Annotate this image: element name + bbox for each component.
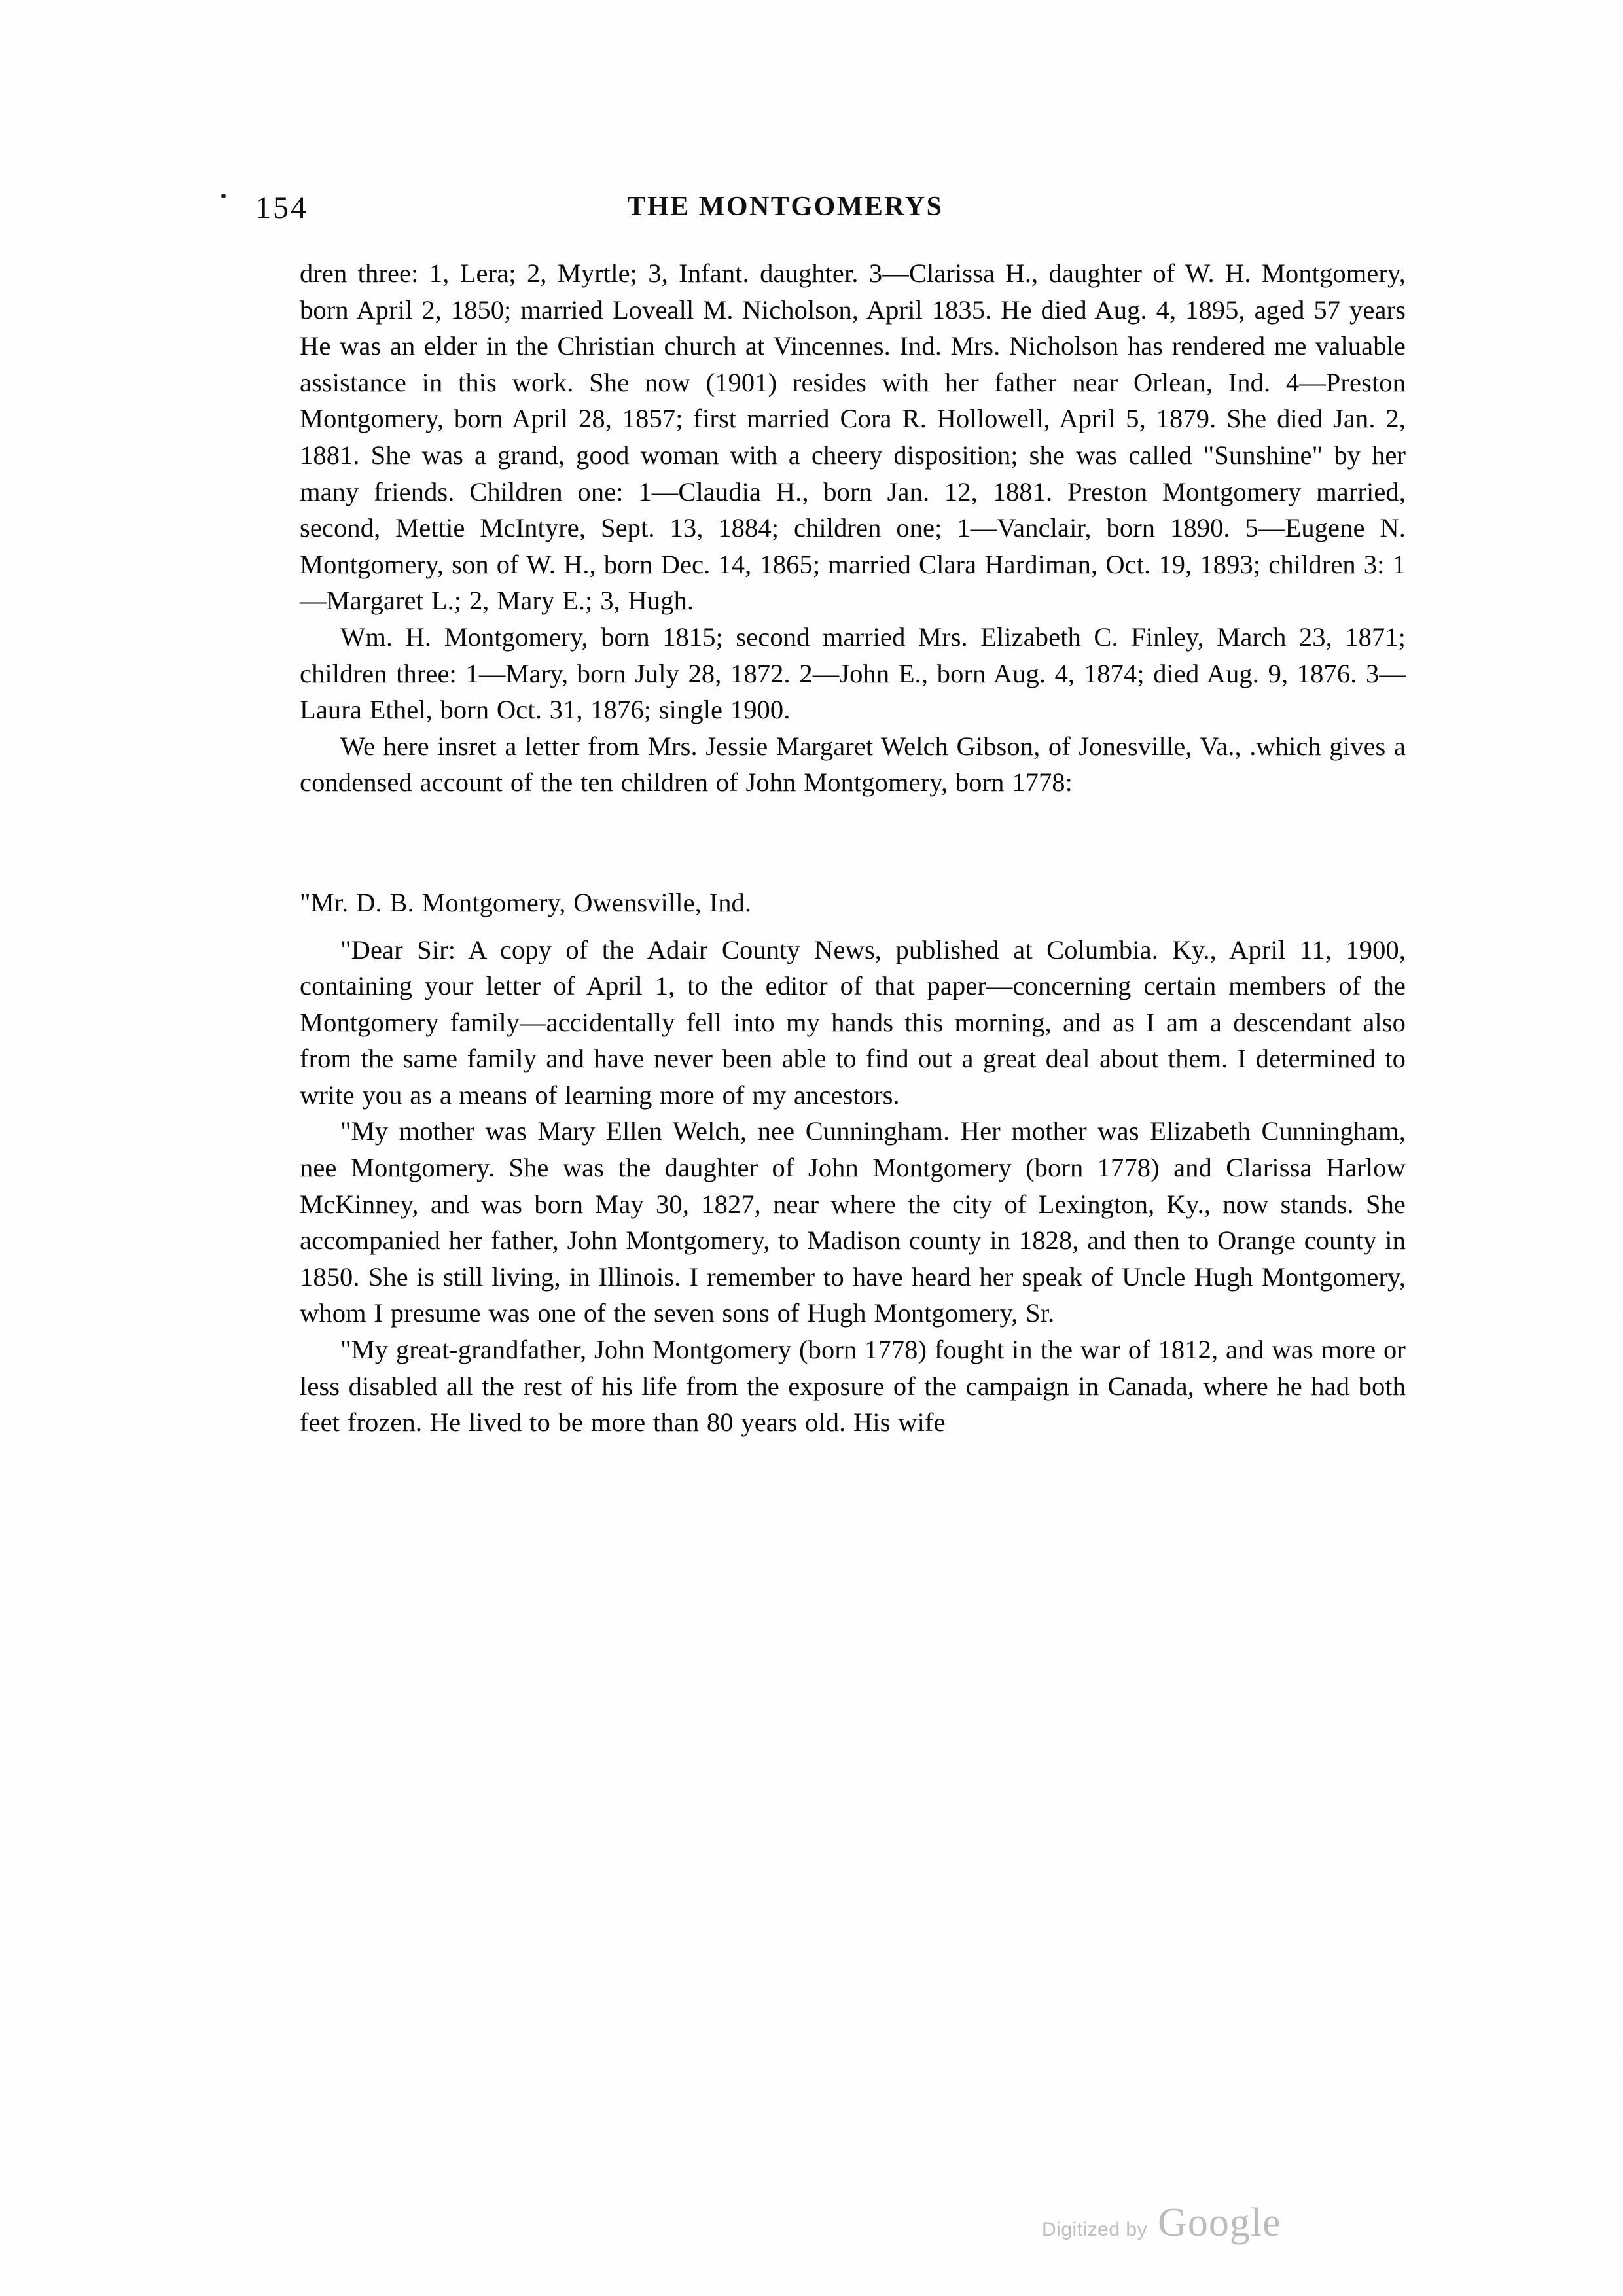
letter-paragraph-dear-sir: "Dear Sir: A copy of the Adair County News, published at Columbia. Ky., April 11, 1900, containing your letter of April 1, to the editor of that paper—concerning certain members of the Montgomery family—accidentally fell into my hands this morning, and as I am a descendant also from the same family and have never been able to find out a great deal about them. I determined to write you as a means of learning more of my ancestors. bbox=[300, 934, 1406, 1110]
section-break-spacer bbox=[300, 801, 1406, 885]
letter-spacer bbox=[300, 921, 1406, 932]
paragraph-letter-introduction: We here insret a letter from Mrs. Jessie Margaret Welch Gibson, of Jonesville, Va., .which gives a condensed account of the ten children of John Montgomery, born 1778: bbox=[300, 731, 1406, 798]
paragraph-wm-h-montgomery: Wm. H. Montgomery, born 1815; second married Mrs. Elizabeth C. Finley, March 23, 1871; children three: 1—Mary, born July 28, 1872. 2—John E., born Aug. 4, 1874; died Aug. 9, 1876. 3—Laura Ethel, born Oct. 31, 1876; single 1900. bbox=[300, 622, 1406, 725]
letter-paragraph-great-grandfather: "My great-grandfather, John Montgomery (born 1778) fought in the war of 1812, and was more or less disabled all the rest of his life from the exposure of the campaign in Canada, where he had both feet frozen. He lived to be more than 80 years old. His wife bbox=[300, 1335, 1406, 1438]
running-title: THE MONTGOMERYS bbox=[627, 192, 944, 222]
paragraph-continued-children: dren three: 1, Lera; 2, Myrtle; 3, Infant. daughter. 3—Clarissa H., daughter of W. H. Montgomery, born April 2, 1850; married Loveall M. Nicholson, April 1835. He died Aug. 4, 1895, aged 57 years He was an elder in the Christian church at Vincennes. Ind. Mrs. Nicholson has rendered me valuable assistance in this work. She now (1901) resides with her father near Orlean, Ind. 4—Preston Montgomery, born April 28, 1857; first married Cora R. Hollowell, April 5, 1879. She died Jan. 2, 1881. She was a grand, good woman with a cheery disposition; she was called "Sunshine" by her many friends. Children one: 1—Claudia H., born Jan. 12, 1881. Preston Montgomery married, second, Mettie McIntyre, Sept. 13, 1884; children one; 1—Vanclair, born 1890. 5—Eugene N. Montgomery, son of W. H., born Dec. 14, 1865; married Clara Hardiman, Oct. 19, 1893; children 3: 1—Margaret L.; 2, Mary E.; 3, Hugh. bbox=[300, 258, 1406, 616]
letter-paragraph-my-mother: "My mother was Mary Ellen Welch, nee Cunningham. Her mother was Elizabeth Cunningham, nee Montgomery. She was the daughter of John Montgomery (born 1778) and Clarissa Harlow McKinney, and was born May 30, 1827, near where the city of Lexington, Ky., now stands. She accompanied her father, John Montgomery, to Madison county in 1828, and then to Orange county in 1850. She is still living, in Illinois. I remember to have heard her speak of Uncle Hugh Montgomery, whom I presume was one of the seven sons of Hugh Montgomery, Sr. bbox=[300, 1116, 1406, 1328]
page-number: 154 bbox=[255, 190, 308, 225]
body-text-block bbox=[300, 255, 1406, 1441]
running-head bbox=[255, 185, 1394, 230]
google-wordmark: Google bbox=[1158, 2200, 1281, 2245]
digitized-by-google-watermark bbox=[1042, 2200, 1281, 2246]
watermark-prefix-text: Digitized by bbox=[1042, 2219, 1148, 2240]
letter-addressee-line: "Mr. D. B. Montgomery, Owensville, Ind. bbox=[300, 887, 752, 917]
